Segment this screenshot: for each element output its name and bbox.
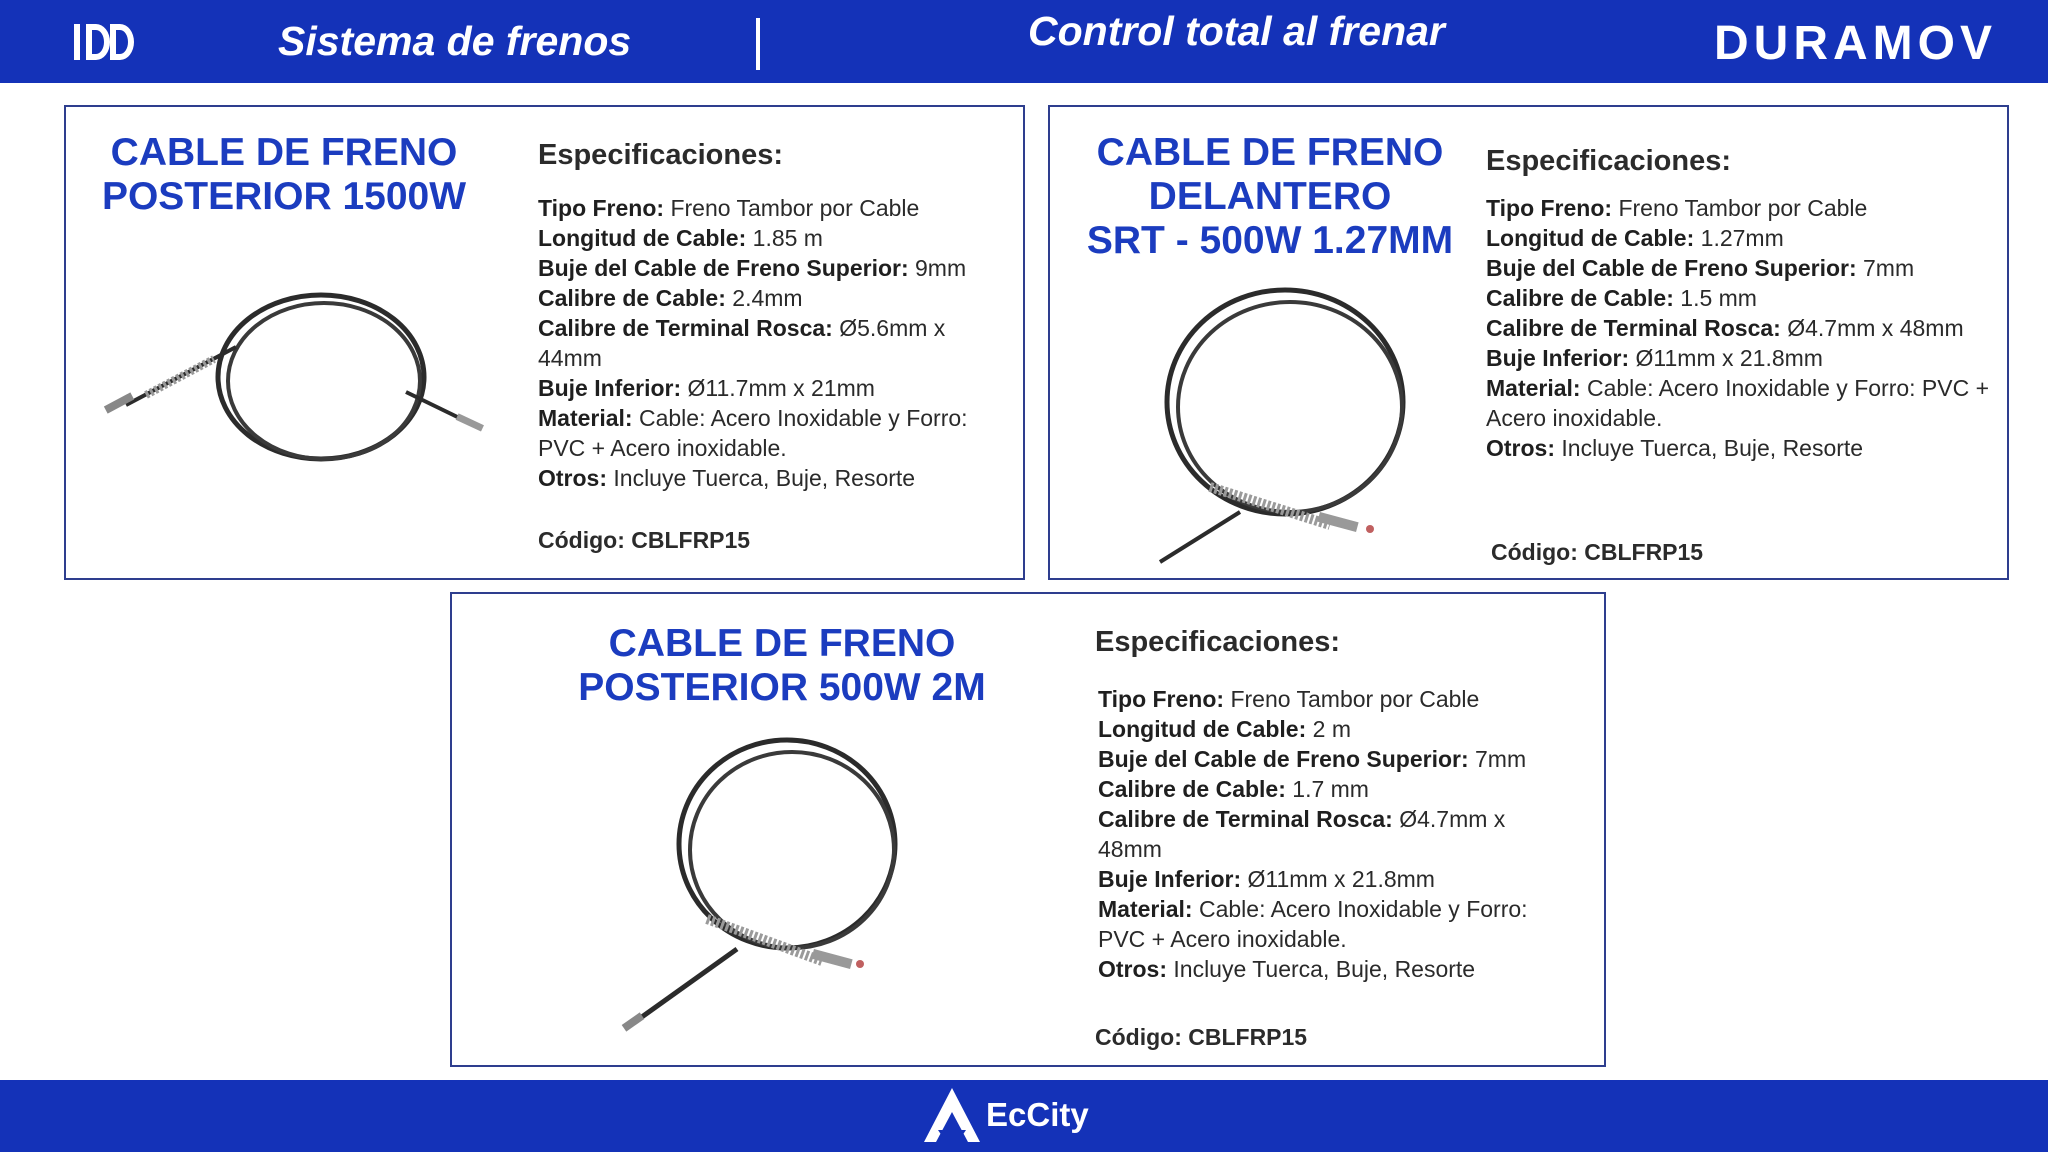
- spec-row: [1486, 253, 1996, 283]
- spec-row: [1098, 894, 1575, 954]
- spec-row: [1098, 804, 1575, 864]
- spec-row: [538, 463, 1008, 493]
- product-title: CABLE DE FRENO POSTERIOR 500W 2M: [578, 622, 986, 709]
- spec-row: [1486, 193, 1996, 223]
- spec-value: Freno Tambor por Cable: [1618, 195, 1868, 221]
- brake-cable-image: [86, 277, 526, 487]
- brand-logo: DURAMOV: [1714, 17, 1997, 70]
- spec-rows: [1095, 684, 1575, 984]
- ddd-logo-icon: [72, 20, 144, 64]
- spec-label: Calibre de Cable:: [538, 285, 726, 311]
- spec-row: [1486, 223, 1996, 253]
- spec-value: Ø4.7mm x 48mm: [1098, 806, 1506, 862]
- brake-cable-image: [612, 724, 922, 1044]
- spec-row: [538, 403, 1008, 463]
- spec-row: [1098, 714, 1575, 744]
- product-code: Código: CBLFRP15: [1491, 539, 1704, 565]
- spec-rows: [538, 193, 1008, 493]
- spec-label: Otros:: [1486, 435, 1555, 461]
- spec-rows: [1486, 193, 1996, 463]
- product-code: Código: CBLFRP15: [1095, 1024, 1308, 1050]
- spec-value: 1.7 mm: [1292, 776, 1369, 802]
- spec-value: 7mm: [1863, 255, 1915, 281]
- spec-list: [1095, 624, 1575, 984]
- spec-row: [1486, 313, 1996, 343]
- spec-label: Buje Inferior:: [538, 375, 682, 401]
- spec-label: Buje Inferior:: [1098, 866, 1242, 892]
- spec-heading: Especificaciones:: [1486, 145, 1731, 177]
- spec-label: Longitud de Cable:: [538, 225, 747, 251]
- spec-row: [1098, 684, 1575, 714]
- spec-row: [1486, 373, 1996, 433]
- spec-label: Buje del Cable de Freno Superior:: [1486, 255, 1857, 281]
- spec-value: 1.5 mm: [1680, 285, 1757, 311]
- spec-heading: Especificaciones:: [538, 139, 783, 171]
- spec-label: Calibre de Cable:: [1098, 776, 1286, 802]
- section-title: Sistema de frenos: [278, 18, 632, 64]
- spec-value: 2.4mm: [732, 285, 803, 311]
- spec-value: Cable: Acero Inoxidable y Forro: PVC + Acero inoxidable.: [538, 405, 968, 461]
- spec-label: Buje del Cable de Freno Superior:: [538, 255, 909, 281]
- spec-label: Calibre de Terminal Rosca:: [1098, 806, 1393, 832]
- spec-value: Ø11.7mm x 21mm: [687, 375, 875, 401]
- spec-label: Tipo Freno:: [538, 195, 665, 221]
- spec-row: [538, 283, 1008, 313]
- spec-value: 2 m: [1312, 716, 1351, 742]
- header-divider: [756, 18, 760, 70]
- spec-label: Buje del Cable de Freno Superior:: [1098, 746, 1469, 772]
- spec-row: [538, 253, 1008, 283]
- spec-value: 9mm: [915, 255, 967, 281]
- spec-label: Otros:: [1098, 956, 1167, 982]
- spec-label: Otros:: [538, 465, 607, 491]
- spec-heading: Especificaciones:: [1095, 626, 1340, 658]
- header-tagline: Control total al frenar: [1028, 8, 1445, 54]
- spec-row: [1098, 954, 1575, 984]
- spec-label: Buje Inferior:: [1486, 345, 1630, 371]
- spec-value: Freno Tambor por Cable: [1230, 686, 1480, 712]
- spec-label: Material:: [1098, 896, 1193, 922]
- spec-value: Ø11mm x 21.8mm: [1635, 345, 1823, 371]
- product-title: CABLE DE FRENO DELANTERO SRT - 500W 1.27MM: [1086, 131, 1454, 262]
- spec-label: Longitud de Cable:: [1486, 225, 1695, 251]
- spec-value: Ø4.7mm x 48mm: [1787, 315, 1964, 341]
- spec-value: Ø5.6mm x 44mm: [538, 315, 946, 371]
- spec-value: Incluye Tuerca, Buje, Resorte: [1173, 956, 1476, 982]
- spec-label: Calibre de Terminal Rosca:: [538, 315, 833, 341]
- spec-label: Material:: [538, 405, 633, 431]
- spec-label: Material:: [1486, 375, 1581, 401]
- spec-row: [1486, 343, 1996, 373]
- spec-value: 1.85 m: [752, 225, 823, 251]
- spec-row: [1486, 433, 1996, 463]
- product-title: CABLE DE FRENO POSTERIOR 1500W: [101, 131, 467, 218]
- spec-label: Calibre de Cable:: [1486, 285, 1674, 311]
- spec-row: [538, 313, 1008, 373]
- spec-value: Cable: Acero Inoxidable y Forro: PVC + Acero inoxidable.: [1098, 896, 1528, 952]
- spec-row: [1098, 864, 1575, 894]
- product-card: [1048, 105, 2009, 580]
- brake-cable-image: [1120, 277, 1450, 577]
- spec-row: [538, 373, 1008, 403]
- spec-row: [538, 193, 1008, 223]
- product-card: [64, 105, 1025, 580]
- footer-bar: [0, 1080, 2048, 1152]
- spec-row: [1098, 774, 1575, 804]
- spec-value: Freno Tambor por Cable: [670, 195, 920, 221]
- spec-label: Longitud de Cable:: [1098, 716, 1307, 742]
- spec-label: Tipo Freno:: [1098, 686, 1225, 712]
- product-card: [450, 592, 1606, 1067]
- spec-value: 1.27mm: [1700, 225, 1784, 251]
- spec-value: 7mm: [1475, 746, 1527, 772]
- footer-brand: EcCity: [986, 1096, 1089, 1133]
- header-bar: [0, 0, 2048, 83]
- eccity-logo-icon: [918, 1086, 986, 1146]
- product-code: Código: CBLFRP15: [538, 527, 751, 553]
- spec-label: Tipo Freno:: [1486, 195, 1613, 221]
- spec-list: [538, 137, 1008, 493]
- spec-row: [1098, 744, 1575, 774]
- spec-list: [1486, 143, 1996, 463]
- spec-row: [538, 223, 1008, 253]
- spec-value: Incluye Tuerca, Buje, Resorte: [1561, 435, 1864, 461]
- spec-label: Calibre de Terminal Rosca:: [1486, 315, 1781, 341]
- spec-row: [1486, 283, 1996, 313]
- spec-value: Incluye Tuerca, Buje, Resorte: [613, 465, 916, 491]
- spec-value: Ø11mm x 21.8mm: [1247, 866, 1435, 892]
- spec-value: Cable: Acero Inoxidable y Forro: PVC + Acero inoxidable.: [1486, 375, 1990, 431]
